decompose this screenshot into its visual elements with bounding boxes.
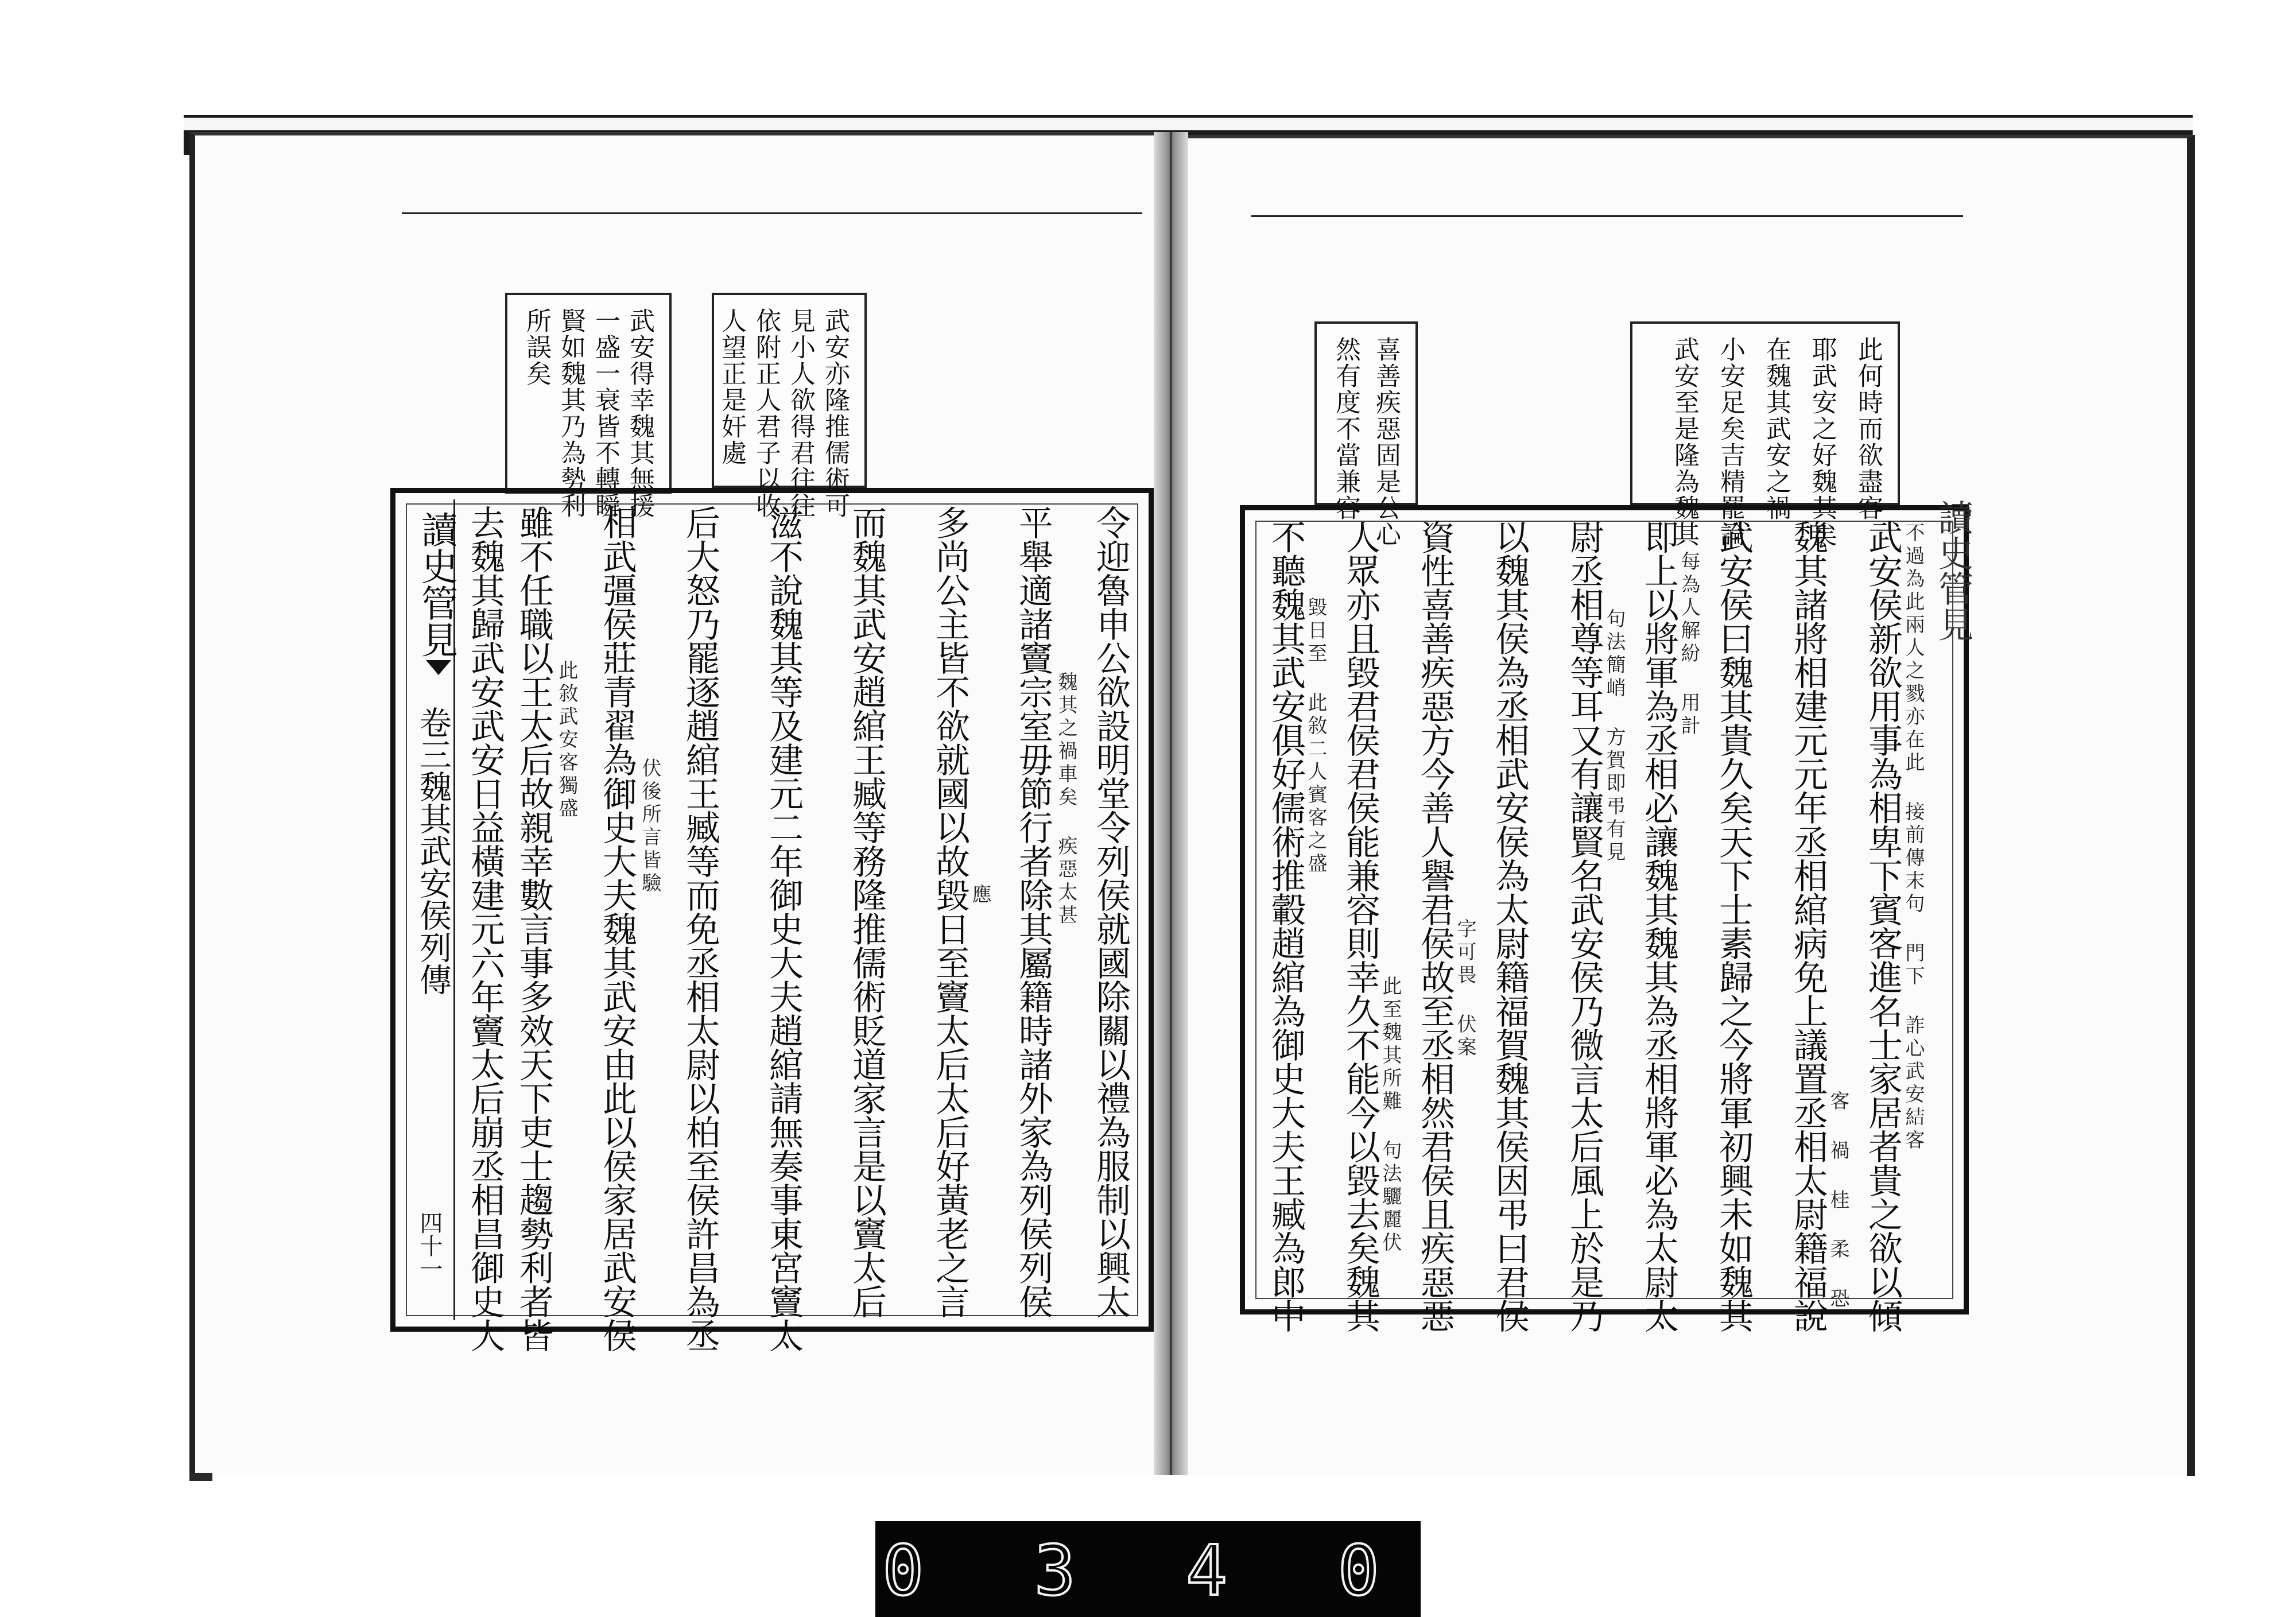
page-number: 四十一 [416,1211,443,1280]
interlinear-note: 伏後所言皆驗 [638,758,661,895]
interlinear-note: 每為人解紛 用計 [1677,551,1700,738]
text-column: 而魏其武安趙綰王臧等務隆推儒術貶道家言是以竇太后 [847,505,887,1318]
head-note-line: 賢如魏其乃為勢利 [556,308,585,519]
text-column: 多尚公主皆不欲就國以故毀日至竇太后太后好黃老之言 [930,505,970,1318]
head-note-line: 耶武安之好魏其矣 [1808,336,1837,548]
text-column: 以魏其侯為丞相武安侯為太尉籍福賀魏其侯因弔曰君侯 [1490,519,1530,1332]
text-column: 不聽魏其武安俱好儒術推轂趙綰為御史大夫王臧為郎中 [1266,519,1306,1332]
interlinear-note: 應 [968,884,991,907]
upper-margin-rule-right [1251,215,1963,217]
head-note-line: 見小人欲得君往往 [786,308,815,519]
head-note-line: 依附正人君子以收 [751,308,781,519]
archive-label [875,1521,1421,1617]
head-note-line: 在魏其武安之禍 [1762,336,1791,521]
head-note-line: 然有度不當兼容 [1331,336,1360,521]
text-column: 魏其諸將相建元元年丞相綰病免上議置丞相太尉籍福說 [1788,519,1828,1332]
head-note-line: 此何時而欲盡客 [1853,336,1883,521]
interlinear-note: 毀日至 此敘二人賓客之盛 [1304,597,1327,876]
text-column: 武安侯新欲用事為相卑下賓客進名士家居者貴之欲以傾 [1863,519,1903,1332]
left-head-note-2 [712,293,867,519]
head-note-line: 武安亦隆推儒術可 [820,308,850,519]
interlinear-note: 魏其之禍車矣 疾惡太甚 [1054,672,1077,928]
book-gutter [1154,132,1188,1475]
text-column: 相武彊侯莊青翟為御史大夫魏其武安由此以侯家居武安侯 [597,505,637,1352]
right-head-note-1 [1630,321,1900,548]
archive-label-number: 0 3 4 0 [882,1531,1414,1611]
right-running-header [1923,499,1974,1332]
interlinear-note: 此至魏其所難 句法驪麗伏 [1379,976,1402,1255]
head-note-line: 所誤矣 [522,308,551,387]
head-note-line: 武安至是隆為魏其 [1670,336,1699,548]
interlinear-note: 句法簡峭 方賀即弔有見 [1603,608,1626,864]
text-column: 雖不任職以王太后故親幸數言事多效天下吏士趨勢利者皆 [514,505,554,1352]
text-column: 令迎魯申公欲設明堂令列侯就國除關以禮為服制以興太 [1091,505,1131,1318]
interlinear-note: 字可畏 伏案 [1453,918,1476,1060]
text-column: 即上以將軍為丞相必讓魏其魏其為丞相將軍必為太尉太 [1639,519,1679,1332]
head-note-line: 小安足矣吉精罷論 [1716,336,1745,548]
text-column: 資性喜善疾惡方今善人譽君侯故至丞相然君侯且疾惡惡 [1415,519,1455,1332]
text-column: 武安侯曰魏其貴久矣天下士素歸之今將軍初興未如魏其 [1713,519,1754,1332]
head-note-line: 喜善疾惡固是公心 [1371,336,1401,548]
running-subtitle: 卷三魏其武安侯列傳 [414,706,452,995]
head-note-line: 人望正是奸處 [717,308,746,466]
right-head-note-2 [1314,321,1418,548]
right-running-title: 讀史管見 [1932,499,1974,642]
text-column: 去魏其歸武安武安日益橫建元六年竇太后崩丞相昌御史大 [465,505,505,1352]
text-column: 后大怒乃罷逐趙綰王臧等而免丞相太尉以柏至侯許昌為丞 [680,505,720,1352]
head-note-line: 武安得幸魏其無援 [625,308,654,519]
interlinear-note: 此敘武安客獨盛 [555,660,578,821]
interlinear-note: 客 禍 桂 柔 恐 [1826,1091,1849,1311]
running-title: 讀史管見 [415,511,457,658]
fish-tail-ornament [426,660,451,675]
upper-margin-rule-left [402,212,1142,214]
head-note-line: 一盛一衰皆不轉瞬 [591,308,620,519]
interlinear-note: 不過為此兩人之戮亦在此 接前傳末句 門下 詐心武安結客 [1902,522,1925,1153]
left-head-note-1 [505,293,672,519]
text-column: 人眾亦且毀君侯君侯能兼容則幸久不能今以毀去矣魏其 [1340,519,1380,1332]
text-column: 平舉適諸竇宗室毋節行者除其屬籍時諸外家為列侯列侯 [1013,505,1053,1318]
running-header [402,499,455,1320]
text-column: 尉丞相尊等耳又有讓賢名武安侯乃微言太后風上於是乃 [1564,519,1604,1332]
text-column: 滋不說魏其等及建元二年御史大夫趙綰請無奏事東宮竇太 [763,505,804,1352]
